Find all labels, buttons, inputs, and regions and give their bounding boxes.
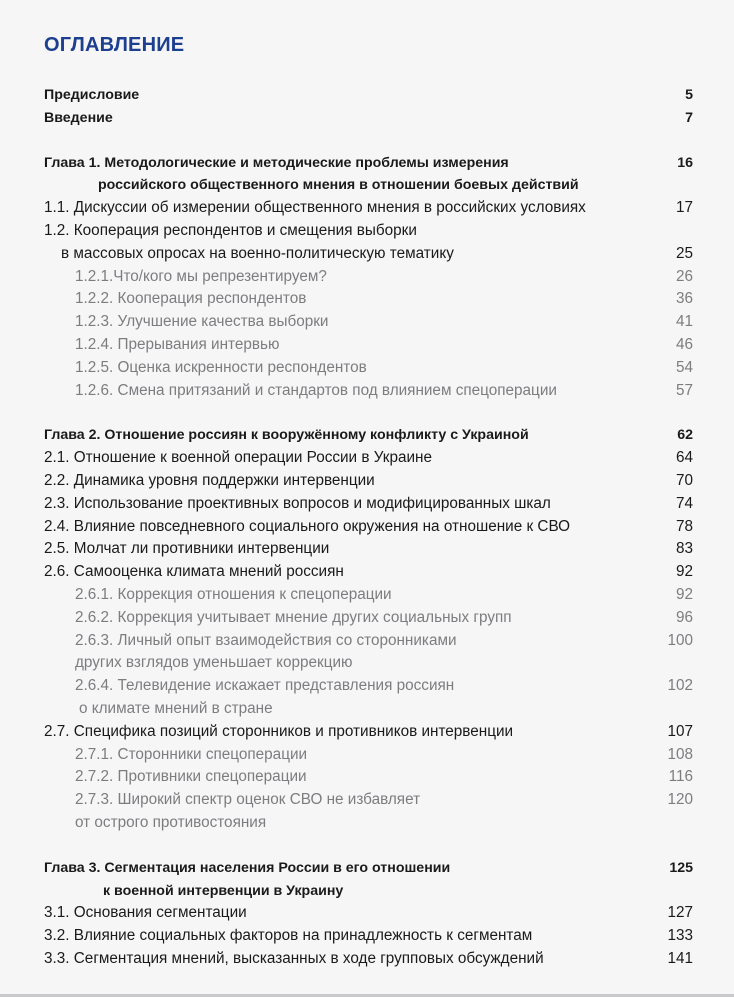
entry-text: Глава 2. Отношение россиян к вооружённому конфликту с Украиной bbox=[44, 427, 529, 444]
entry-text: 2.7.2. Противники спецоперации bbox=[75, 768, 307, 786]
toc-entry-intro[interactable] bbox=[44, 107, 693, 130]
entry-text: 3.2. Влияние социальных факторов на принадлежность к сегментам bbox=[44, 927, 533, 945]
entry-text: Глава 1. Методологические и методические проблемы измерения bbox=[44, 154, 509, 171]
toc-entry-2-6[interactable] bbox=[44, 561, 693, 584]
toc-entry-1-2-4[interactable] bbox=[44, 334, 693, 357]
entry-text: 2.7.1. Сторонники спецоперации bbox=[75, 745, 308, 763]
toc-entry-3-2[interactable] bbox=[44, 925, 693, 948]
toc-entry-2-4[interactable] bbox=[44, 516, 693, 539]
entry-text: 1.2.1.Что/кого мы репрезентируем? bbox=[75, 267, 327, 285]
toc-entry-2-7-1[interactable] bbox=[44, 744, 693, 767]
toc-entry-1-2-continued[interactable] bbox=[44, 243, 693, 266]
entry-text: 2.4. Влияние повседневного социального окружения на отношение к СВО bbox=[44, 517, 571, 535]
entry-page: 102 bbox=[667, 677, 693, 695]
entry-text: 2.6.2. Коррекция учитывает мнение других социальных групп bbox=[75, 608, 512, 626]
entry-text: 1.1. Дискуссии об измерении общественного мнения в российских условиях bbox=[44, 199, 586, 217]
entry-page: 25 bbox=[675, 244, 693, 262]
entry-page: 107 bbox=[667, 722, 693, 740]
toc-entry-3-3[interactable] bbox=[44, 948, 693, 971]
entry-text: от острого противостояния bbox=[75, 813, 267, 831]
toc-entry-2-6-3[interactable] bbox=[44, 630, 693, 653]
entry-text: 2.7.3. Широкий спектр оценок СВО не избавляет bbox=[75, 791, 421, 809]
entry-page: 133 bbox=[667, 927, 693, 945]
toc-entry-2-3[interactable] bbox=[44, 493, 693, 516]
entry-page: 108 bbox=[667, 745, 693, 763]
spacer bbox=[44, 402, 693, 424]
entry-page: 92 bbox=[675, 585, 693, 603]
entry-page: 26 bbox=[675, 267, 693, 285]
entry-text: Глава 3. Сегментация населения России в его отношении bbox=[44, 859, 451, 876]
entry-text: 2.1. Отношение к военной операции России в Украине bbox=[44, 449, 432, 467]
entry-text: 3.3. Сегментация мнений, высказанных в ходе групповых обсуждений bbox=[44, 949, 544, 967]
toc-entry-2-2[interactable] bbox=[44, 470, 693, 493]
toc-entry-chapter-3[interactable] bbox=[44, 857, 693, 880]
entry-text: 1.2. Кооперация респондентов и смещения выборки bbox=[44, 221, 417, 239]
toc-entry-1-2-2[interactable] bbox=[44, 288, 693, 311]
entry-text: 2.2. Динамика уровня поддержки интервенции bbox=[44, 471, 375, 489]
toc-entry-preface[interactable] bbox=[44, 84, 693, 107]
entry-text: других взглядов уменьшает коррекцию bbox=[75, 654, 353, 672]
entry-page: 83 bbox=[675, 540, 693, 558]
entry-text: российского общественного мнения в отношении боевых действий bbox=[98, 177, 579, 194]
toc-entry-1-1[interactable] bbox=[44, 197, 693, 220]
toc-entry-2-1[interactable] bbox=[44, 447, 693, 470]
toc-entry-2-6-2[interactable] bbox=[44, 607, 693, 630]
toc-entry-2-7-2[interactable] bbox=[44, 766, 693, 789]
entry-text: о климате мнений в стране bbox=[79, 699, 273, 717]
toc-entry-2-7[interactable] bbox=[44, 721, 693, 744]
page-title: ОГЛАВЛЕНИЕ bbox=[44, 34, 185, 56]
toc-entry-1-2-1[interactable] bbox=[44, 266, 693, 289]
entry-page: 125 bbox=[669, 859, 693, 876]
toc-entry-2-5[interactable] bbox=[44, 538, 693, 561]
entry-page: 62 bbox=[677, 427, 693, 444]
entry-text: Введение bbox=[44, 109, 113, 126]
entry-page: 92 bbox=[675, 563, 693, 581]
toc-entry-chapter-1-continued bbox=[44, 174, 693, 197]
entry-page: 100 bbox=[667, 631, 693, 649]
entry-page: 57 bbox=[675, 381, 693, 399]
toc-entry-1-2-6[interactable] bbox=[44, 380, 693, 403]
entry-text: к военной интервенции в Украину bbox=[103, 882, 344, 899]
entry-text: 1.2.6. Смена притязаний и стандартов под влиянием спецоперации bbox=[75, 381, 557, 399]
toc-entry-chapter-2[interactable] bbox=[44, 424, 693, 447]
entry-text: 2.6. Самооценка климата мнений россиян bbox=[44, 563, 344, 581]
entry-page: 96 bbox=[675, 608, 693, 626]
entry-page: 127 bbox=[667, 904, 693, 922]
toc-entry-1-2-3[interactable] bbox=[44, 311, 693, 334]
entry-page: 16 bbox=[677, 154, 693, 171]
entry-text: в массовых опросах на военно-политическую тематику bbox=[61, 244, 454, 262]
entry-page: 36 bbox=[675, 290, 693, 308]
toc-entry-chapter-1[interactable] bbox=[44, 152, 693, 175]
toc-entry-chapter-3-continued bbox=[44, 880, 693, 903]
entry-page: 74 bbox=[675, 494, 693, 512]
toc-entry-3-1[interactable] bbox=[44, 902, 693, 925]
entry-text: 1.2.2. Кооперация респондентов bbox=[75, 290, 307, 308]
toc-entry-2-6-1[interactable] bbox=[44, 584, 693, 607]
entry-page: 120 bbox=[667, 791, 693, 809]
entry-page: 17 bbox=[675, 199, 693, 217]
entry-page: 46 bbox=[675, 335, 693, 353]
entry-text: 1.2.5. Оценка искренности респондентов bbox=[75, 358, 367, 376]
entry-text: 2.5. Молчат ли противники интервенции bbox=[44, 540, 330, 558]
entry-text: 1.2.3. Улучшение качества выборки bbox=[75, 313, 329, 331]
entry-text: 2.3. Использование проективных вопросов и модифицированных шкал bbox=[44, 494, 551, 512]
spacer bbox=[44, 130, 693, 152]
table-of-contents bbox=[44, 84, 693, 971]
toc-entry-1-2-5[interactable] bbox=[44, 357, 693, 380]
entry-text: 2.6.4. Телевидение искажает представления россиян bbox=[75, 677, 455, 695]
toc-entry-2-7-3[interactable] bbox=[44, 789, 693, 812]
toc-entry-2-6-3-continued bbox=[44, 652, 693, 675]
entry-text: 2.7. Специфика позиций сторонников и противников интервенции bbox=[44, 722, 514, 740]
toc-entry-2-6-4[interactable] bbox=[44, 675, 693, 698]
spacer bbox=[44, 835, 693, 857]
entry-page: 54 bbox=[675, 358, 693, 376]
entry-page: 116 bbox=[668, 768, 693, 786]
toc-entry-1-2[interactable] bbox=[44, 220, 693, 243]
entry-text: Предисловие bbox=[44, 87, 140, 103]
entry-page: 141 bbox=[667, 949, 693, 967]
entry-text: 1.2.4. Прерывания интервью bbox=[75, 335, 280, 353]
entry-page: 78 bbox=[675, 517, 693, 535]
entry-text: 2.6.1. Коррекция отношения к спецоперации bbox=[75, 585, 392, 603]
toc-entry-2-6-4-continued bbox=[44, 698, 693, 721]
entry-page: 70 bbox=[675, 471, 693, 489]
entry-page: 7 bbox=[685, 109, 693, 126]
entry-text: 3.1. Основания сегментации bbox=[44, 904, 247, 922]
entry-page: 5 bbox=[685, 87, 693, 103]
entry-page: 41 bbox=[675, 313, 693, 331]
entry-text: 2.6.3. Личный опыт взаимодействия со сторонниками bbox=[75, 631, 457, 649]
entry-page: 64 bbox=[675, 449, 693, 467]
toc-entry-2-7-3-continued bbox=[44, 812, 693, 835]
